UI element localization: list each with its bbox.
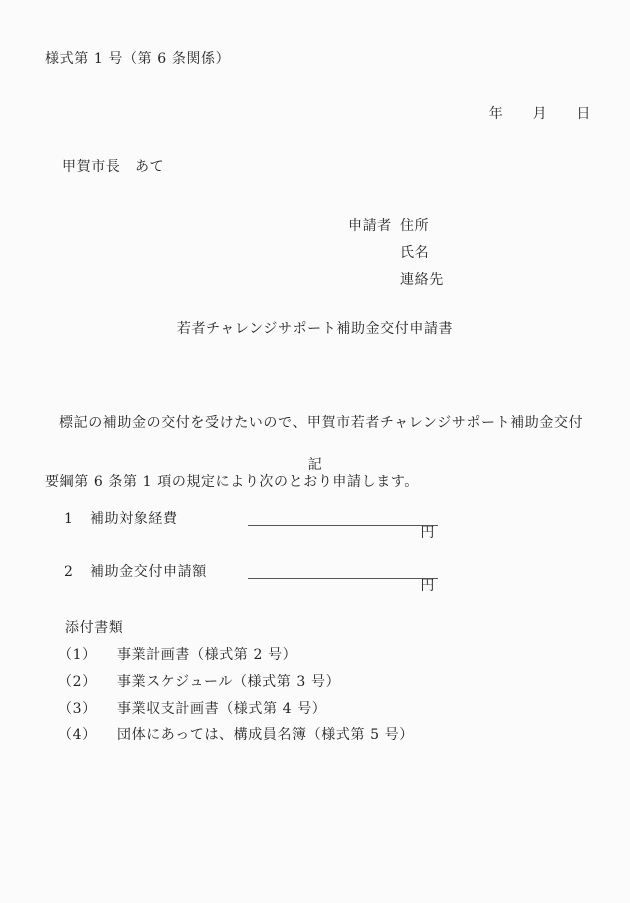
form-number: 様式第 1 号（第 6 条関係）: [45, 51, 231, 67]
amount-item-1-number: 1: [64, 511, 74, 527]
applicant-address-label: 住所: [400, 218, 430, 234]
date-field: 年 月 日: [488, 106, 591, 122]
attachment-1-text: 事業計画書（様式第 2 号）: [117, 647, 298, 663]
attachment-4-text: 団体にあっては、構成員名簿（様式第 5 号）: [117, 727, 414, 743]
addressee-line: 甲賀市長 あて: [62, 159, 165, 175]
amount-item-2-label: 補助金交付申請額: [90, 564, 207, 580]
attachments-header: 添付書類: [65, 620, 124, 636]
attachment-2-text: 事業スケジュール（様式第 3 号）: [117, 674, 341, 690]
attachment-4-number: （4）: [58, 727, 97, 743]
attachment-1-number: （1）: [58, 647, 97, 663]
document-title: 若者チャレンジサポート補助金交付申請書: [176, 321, 454, 337]
amount-item-1-unit: 円: [420, 525, 435, 541]
body-line-2: 要綱第 6 条第 1 項の規定により次のとおり申請します。: [45, 474, 419, 490]
attachment-2-number: （2）: [58, 674, 97, 690]
amount-item-2-unit: 円: [420, 578, 435, 594]
amount-item-1-blank-line: [248, 509, 438, 541]
applicant-contact-label: 連絡先: [400, 272, 444, 288]
applicant-label: 申請者: [348, 218, 392, 234]
amount-item-2-number: 2: [64, 564, 74, 580]
ki-marker: 記: [307, 457, 323, 473]
amount-item-2-blank-line: [248, 562, 438, 594]
amount-item-1-label: 補助対象経費: [90, 511, 178, 527]
body-paragraph: [45, 378, 595, 528]
attachment-3-number: （3）: [58, 701, 97, 717]
attachment-3-text: 事業収支計画書（様式第 4 号）: [117, 701, 327, 717]
applicant-name-label: 氏名: [400, 245, 430, 261]
body-line-1: 標記の補助金の交付を受けたいので、甲賀市若者チャレンジサポート補助金交付: [59, 415, 584, 431]
